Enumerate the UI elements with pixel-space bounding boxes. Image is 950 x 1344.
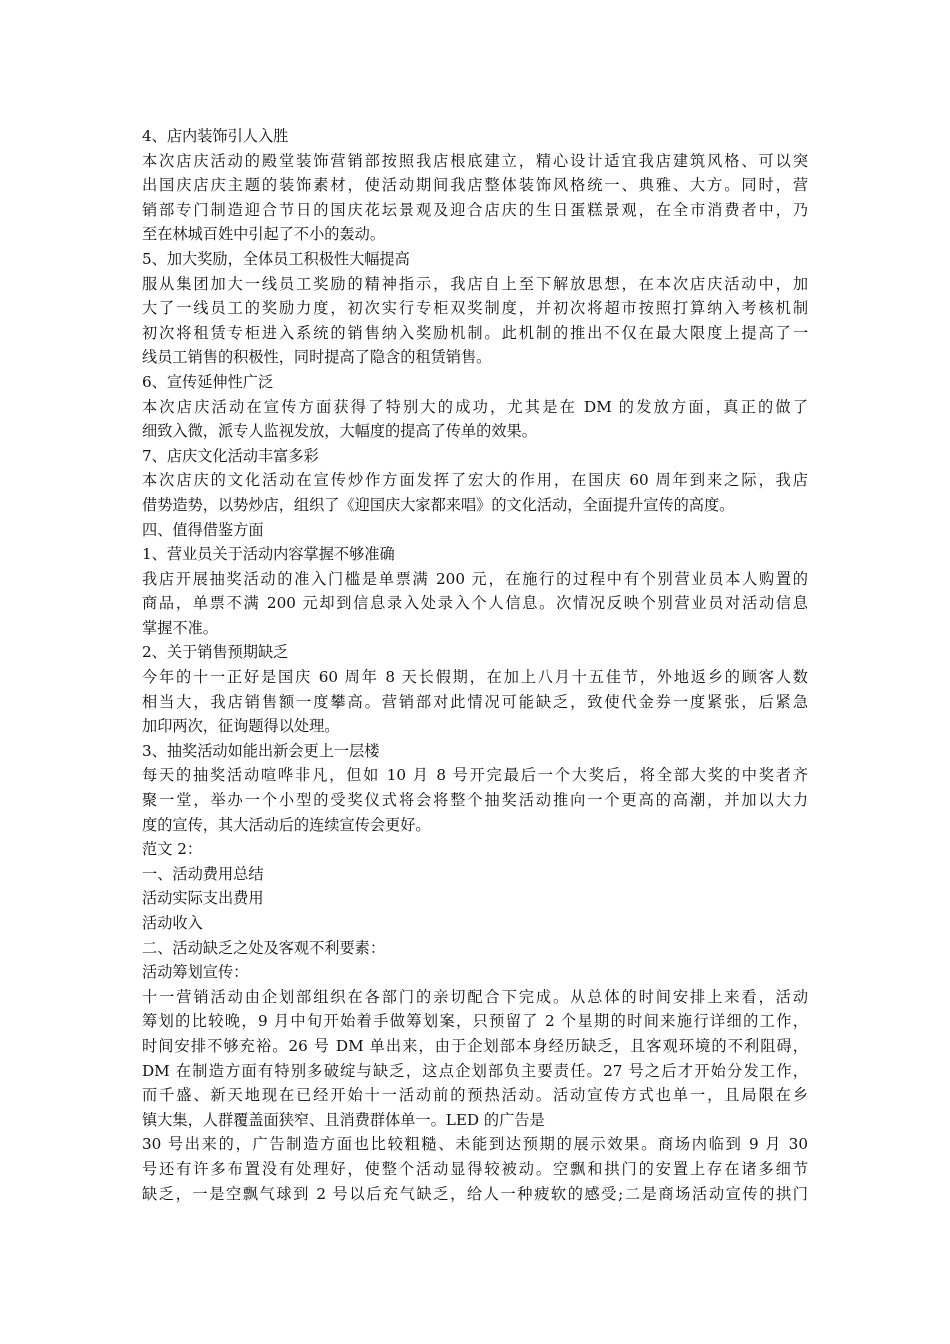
text-line: 服从集团加大一线员工奖励的精神指示，我店自上至下解放思想，在本次店庆活动中，加 [142, 274, 808, 293]
text-line: 筹划的比较晚，9 月中旬开始着手做筹划案，只预留了 2 个星期的时间来施行详细的工作， [142, 1012, 808, 1031]
text-line: 3、抽奖活动如能出新会更上一层楼 [142, 741, 380, 760]
text-line: 时间安排不够充裕。26 号 DM 单出来，由于企划部本身经历缺乏，且客观环境的不利阻碍， [142, 1036, 808, 1055]
text-line: 本次店庆活动的殿堂装饰营销部按照我店根底建立，精心设计适宜我店建筑风格、可以突 [142, 151, 808, 170]
text-line: 线员工销售的积极性，同时提高了隐含的租赁销售。 [142, 348, 492, 367]
text-line: 本次店庆活动在宣传方面获得了特别大的成功，尤其是在 DM 的发放方面，真正的做了 [142, 397, 808, 416]
text-line: 今年的十一正好是国庆 60 周年 8 天长假期，在加上八月十五佳节，外地返乡的顾客人数 [142, 668, 808, 687]
text-line: 缺乏，一是空飘气球到 2 号以后充气缺乏，给人一种疲软的感受;二是商场活动宣传的拱门 [142, 1184, 808, 1203]
text-line: 二、活动缺乏之处及客观不利要素： [142, 938, 385, 957]
text-line: 号还有许多布置没有处理好，使整个活动显得较被动。空飘和拱门的安置上存在诸多细节 [142, 1159, 808, 1178]
text-line: 四、值得借鉴方面 [142, 520, 264, 539]
text-line: 而千盛、新天地现在已经开始十一活动前的预热活动。活动宣传方式也单一，且局限在乡 [142, 1086, 808, 1105]
text-line: 4、店内装饰引人入胜 [142, 127, 289, 145]
text-line: 至在林城百姓中引起了不小的轰动。 [142, 225, 385, 244]
text-line: 初次将租赁专柜进入系统的销售纳入奖励机制。此机制的推出不仅在最大限度上提高了一 [142, 323, 808, 342]
text-line: DM 在制造方面有特别多破绽与缺乏，这点企划部负主要责任。27 号之后才开始分发工作， [142, 1061, 808, 1080]
text-line: 7、店庆文化活动丰富多彩 [142, 446, 319, 465]
text-line: 销部专门制造迎合节日的国庆花坛景观及迎合店庆的生日蛋糕景观，在全市消费者中，乃 [142, 200, 808, 219]
text-line: 大了一线员工的奖励力度，初次实行专柜双奖制度，并初次将超市按照打算纳入考核机制 [142, 299, 808, 318]
text-line: 每天的抽奖活动喧哗非凡，但如 10 月 8 号开完最后一个大奖后，将全部大奖的中奖者齐 [142, 766, 808, 785]
text-line: 出国庆店庆主题的装饰素材，使活动期间我店整体装饰风格统一、典雅、大方。同时，营 [142, 176, 808, 195]
text-line: 2、关于销售预期缺乏 [142, 643, 289, 662]
text-line: 度的宣传，其大活动后的连续宣传会更好。 [142, 815, 431, 834]
text-line: 商品，单票不满 200 元却到信息录入处录入个人信息。次情况反映个别营业员对活动信息 [142, 594, 808, 613]
text-line: 活动实际支出费用 [142, 889, 264, 908]
text-line: 我店开展抽奖活动的准入门槛是单票满 200 元，在施行的过程中有个别营业员本人购置的 [142, 569, 808, 588]
text-line: 1、营业员关于活动内容掌握不够准确 [142, 545, 395, 564]
text-line: 5、加大奖励，全体员工积极性大幅提高 [142, 249, 410, 268]
text-line: 一、活动费用总结 [142, 864, 264, 883]
text-line: 相当大，我店销售额一度攀高。营销部对此情况可能缺乏，致使代金券一度紧张，后紧急 [142, 692, 808, 711]
text-line: 范文 2： [142, 840, 203, 859]
text-line: 细致入微，派专人监视发放，大幅度的提高了传单的效果。 [142, 422, 537, 441]
text-line: 6、宣传延伸性广泛 [142, 372, 274, 391]
text-line: 活动收入 [142, 914, 203, 932]
text-line: 借势造势，以势炒店，组织了《迎国庆大家都来唱》的文化活动，全面提升宣传的高度。 [142, 495, 735, 514]
text-line: 聚一堂，举办一个小型的受奖仪式将会将整个抽奖活动推向一个更高的高潮，并加以大力 [142, 791, 808, 810]
text-line: 本次店庆的文化活动在宣传炒作方面发挥了宏大的作用，在国庆 60 周年到来之际，我店 [142, 471, 808, 490]
text-line: 活动筹划宣传： [142, 963, 249, 982]
text-line: 十一营销活动由企划部组织在各部门的亲切配合下完成。从总体的时间安排上来看，活动 [142, 987, 808, 1006]
text-line: 30 号出来的，广告制造方面也比较粗糙、未能到达预期的展示效果。商场内临到 9 月 30 [142, 1135, 808, 1154]
text-line: 掌握不准。 [142, 618, 218, 637]
text-line: 加印两次，征询题得以处理。 [142, 717, 340, 736]
text-line: 镇大集，人群覆盖面狭窄、且消费群体单一。LED 的广告是 [142, 1110, 545, 1129]
